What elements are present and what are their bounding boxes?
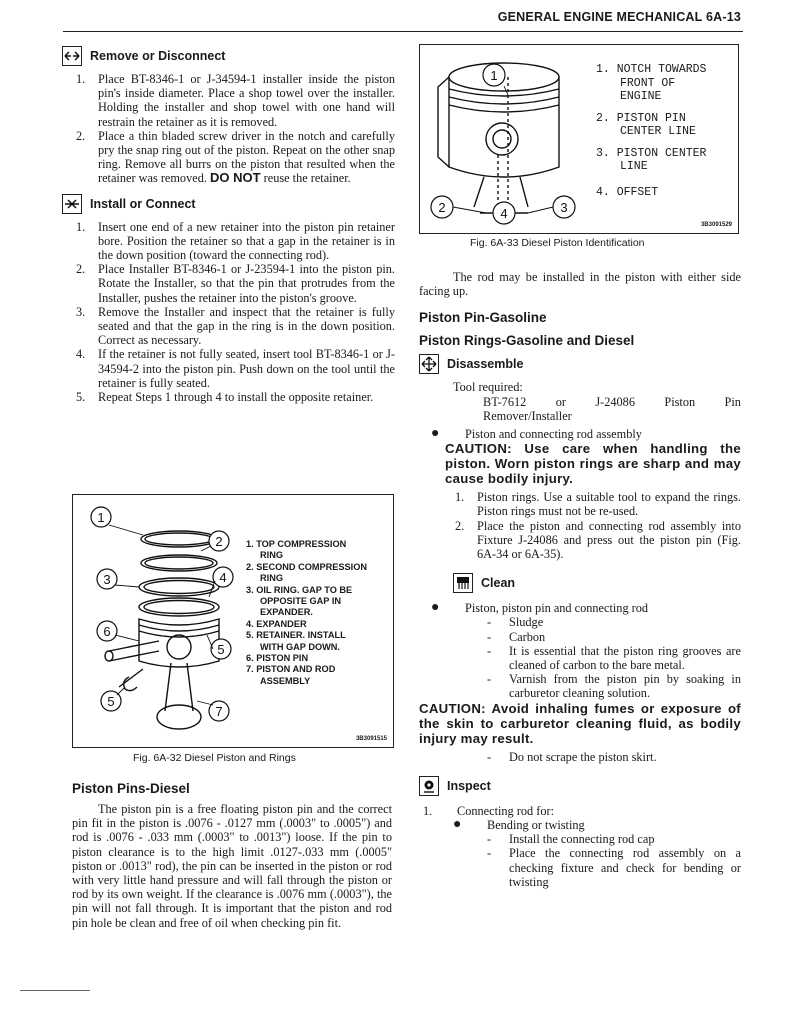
install-heading — [62, 194, 395, 214]
callout-6: 6 — [103, 624, 111, 639]
install-step-4: 4. If the retainer is not fully seated, insert tool BT-8346-1 or J-34594-2 into the piston pin. Push down on the tool until the retainer is fully seated. — [76, 347, 395, 390]
bullet-dot: ● — [431, 426, 440, 442]
inspect-heading — [419, 776, 741, 796]
fig33-caption: Fig. 6A-33 Diesel Piston Identification — [470, 237, 645, 249]
clean-caution: CAUTION: Avoid inhaling fumes or exposure of the skin to carburetor cleaning fluid, as bodily injury may result. — [419, 700, 741, 746]
inspect-bullet: ● Bending or twisting — [419, 818, 741, 832]
clean-dash-3: - It is essential that the piston ring grooves are cleaned of carbon to the bare metal. — [487, 643, 741, 673]
install-heading-text: Install or Connect — [90, 196, 196, 211]
install-step-1: 1. Insert one end of a new retainer into the piston pin retainer bore. Position the retainer so that a gap in the retainer is in the down position (toward the connecting rod). — [76, 219, 395, 263]
disassemble-steps — [419, 490, 741, 561]
figure-6a-33 — [419, 44, 739, 234]
header-rule — [63, 31, 743, 32]
tool-required-label: Tool required: — [453, 380, 523, 395]
disassemble-bullet: ● Piston and connecting rod assembly — [419, 427, 741, 441]
footer-rule — [20, 990, 90, 991]
install-step-2: 2. Place Installer BT-8346-1 or J-23594-1 into the piston pin. Rotate the Installer, so that the pin that protrudes from the Installer, pushes the retainer into the piston's groove. — [76, 262, 395, 305]
inspect-dashes — [419, 832, 741, 889]
inspect-dash-2: - Place the connecting rod assembly on a checking fixture and check for bending or twisting — [487, 846, 741, 889]
right-column — [419, 270, 741, 889]
remove-heading-text: Remove or Disconnect — [90, 49, 226, 63]
fig33-callout-4: 4 — [500, 206, 508, 221]
tool-line-2: Remover/Installer — [483, 408, 572, 423]
disassemble-heading-text: Disassemble — [447, 357, 524, 372]
clean-dash-4: - Varnish from the piston pin by soaking in carburetor cleaning solution. — [487, 672, 741, 701]
page-header: GENERAL ENGINE MECHANICAL 6A-13 — [497, 10, 741, 24]
callout-5-left: 5 — [107, 694, 115, 709]
disassemble-caution: CAUTION: Use care when handling the piston. Worn piston rings are sharp and may cause bodily injury. — [445, 441, 741, 487]
fig33-callout-1: 1 — [490, 68, 498, 83]
piston-pin-gasoline-title: Piston Pin-Gasoline — [419, 310, 547, 326]
left-column — [62, 46, 395, 404]
disassemble-heading — [419, 354, 741, 374]
callout-2: 2 — [215, 534, 223, 549]
pins-diesel-text: The piston pin is a free floating piston pin and the correct pin fit in the piston is .0076 - .0127 mm (.0003" to .0005") and rod is .0076 - .033 mm (.0003" to .0013") loose. If the pin to piston clearance is to the high limit .0127-.033 mm (.0005" piston or .0013" rod), the pin can be inserted in the piston or rod with very little hand pressure and will fall through the piston or rod by its own weight. If the clearance is .0076 mm (.0003"), the pin will not fall through. It is important that the piston and rod pin hole be clean and free of oil when checking pin fit. — [72, 802, 392, 930]
fig32-legend: 1. TOP COMPRESSION RING 2. SECOND COMPRESSION RING 3. OIL RING. GAP TO BE OPPOSITE GAP IN EXPANDER. 4. EXPANDER 5. RETAINER. INSTALL WITH GAP DOWN. 6. PISTON PIN 7. PISTON AND ROD ASSEMBLY — [246, 539, 367, 686]
clean-dash-1: - Sludge — [487, 615, 544, 630]
disassemble-step-1: 1. Piston rings. Use a suitable tool to expand the rings. Piston rings must not be re-used. — [455, 490, 741, 519]
fig33-callout-3: 3 — [560, 200, 568, 215]
install-arrows-icon — [62, 194, 82, 214]
fig33-callout-2: 2 — [438, 200, 446, 215]
remove-step-1: 1. Place BT-8346-1 or J-34594-1 installer inside the piston pin's inside diameter. Place a shop towel over the installer. Holding the installer and shop towel with one hand will restrain the retainer as it is removed. — [76, 72, 395, 129]
callout-7: 7 — [215, 704, 223, 719]
install-step-5: 5. Repeat Steps 1 through 4 to install the opposite retainer. — [76, 390, 374, 405]
clean-heading-text: Clean — [481, 576, 516, 591]
pins-diesel-title: Piston Pins-Diesel — [72, 781, 190, 796]
callout-3: 3 — [103, 572, 111, 587]
install-step-3: 3. Remove the Installer and inspect that the retainer is fully seated and that the gap in the ring is in the down position. Correct as necessary. — [76, 304, 395, 348]
remove-heading — [62, 46, 395, 66]
inspect-heading-text: Inspect — [447, 778, 491, 793]
piston-identification-illustration — [424, 47, 584, 232]
fig33-id: 3B3091529 — [700, 222, 732, 228]
fig33-legend: 1. NOTCH TOWARDS FRONT OF ENGINE 2. PISTON PIN CENTER LINE 3. PISTON CENTER LINE 4. OFFSET — [596, 63, 707, 199]
clean-dash-after: - Do not scrape the piston skirt. — [487, 749, 657, 764]
clean-dash-2: - Carbon — [487, 629, 546, 644]
piston-rings-title: Piston Rings-Gasoline and Diesel — [419, 333, 635, 349]
pins-diesel-section — [72, 781, 392, 930]
callout-1: 1 — [97, 510, 105, 525]
disassemble-step-2: 2. Place the piston and connecting rod assembly into Fixture J-24086 and press out the piston pin (Fig. 6A-34 or 6A-35). — [455, 518, 741, 562]
bullet-dot: ● — [431, 600, 440, 616]
fig32-caption: Fig. 6A-32 Diesel Piston and Rings — [133, 752, 296, 764]
clean-heading — [419, 573, 741, 593]
inspect-eye-icon — [419, 776, 439, 796]
clean-brush-icon — [453, 573, 473, 593]
callout-4: 4 — [219, 570, 227, 585]
clean-dashes — [419, 615, 741, 700]
rod-install-text: The rod may be installed in the piston with either side facing up. — [419, 270, 741, 299]
inspect-dash-1: - Install the connecting rod cap — [487, 832, 655, 847]
fig32-id: 3B3091515 — [355, 736, 387, 742]
tool-line-1: BT-7612 or J-24086 Piston Pin — [483, 394, 741, 409]
callout-5-right: 5 — [217, 642, 225, 657]
clean-bullet: ● Piston, piston pin and connecting rod — [419, 601, 741, 615]
piston-rings-exploded-illustration — [79, 501, 249, 741]
bullet-dot: ● — [453, 817, 462, 833]
remove-step-2: 2. Place a thin bladed screw driver in the notch and carefully pry the snap ring out of the piston. Repeat on the other snap ring. Remove all burrs on the piston that resulted when the retainer was removed. DO NOT reuse the retainer. — [76, 128, 395, 186]
inspect-step-1: 1. Connecting rod for: — [423, 803, 554, 818]
remove-arrows-icon — [62, 46, 82, 66]
do-not-emphasis: DO NOT — [210, 170, 261, 186]
figure-6a-32 — [72, 494, 394, 748]
disassemble-arrows-icon — [419, 354, 439, 374]
